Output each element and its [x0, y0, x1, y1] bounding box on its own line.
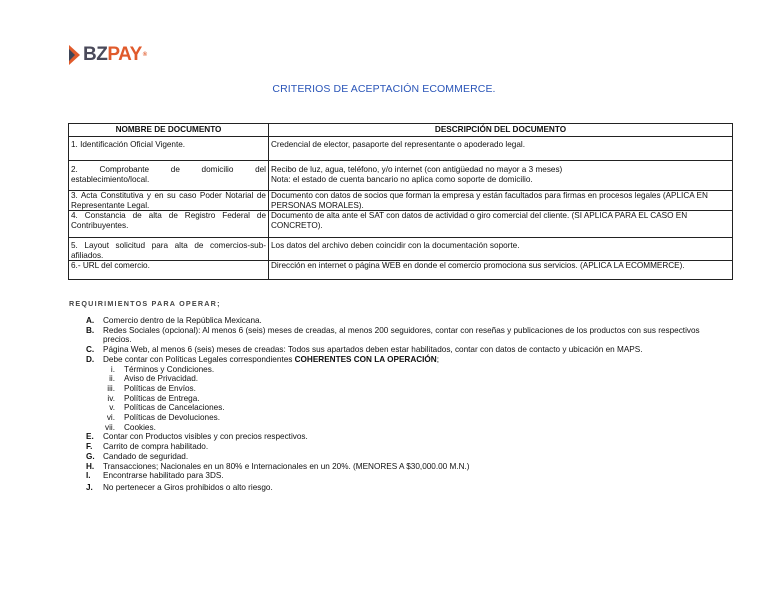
item-letter: F. — [86, 442, 93, 452]
item-text: Transacciones; Nacionales en un 80% e Internacionales en un 20%. (MENORES A $30,000.00 M.N.) — [103, 461, 470, 471]
documents-table — [68, 123, 733, 280]
list-item — [86, 316, 726, 326]
policy-item — [86, 403, 726, 413]
item-text: Encontrarse habilitado para 3DS. — [103, 471, 224, 481]
table-row — [69, 261, 733, 280]
item-letter: D. — [86, 354, 95, 364]
document-name: 5. Layout solicitud para alta de comercios-sub-afiliados. — [69, 238, 269, 261]
policy-text: Aviso de Privacidad. — [124, 374, 199, 384]
document-name: 1. Identificación Oficial Vigente. — [69, 137, 269, 161]
item-letter: G. — [86, 451, 95, 461]
column-header: DESCRIPCIÓN DEL DOCUMENTO — [269, 124, 733, 137]
policy-text: Términos y Condiciones. — [124, 364, 215, 374]
bzpay-logo-icon — [69, 45, 80, 65]
list-item — [86, 462, 726, 472]
policy-text: Políticas de Entrega. — [124, 393, 200, 403]
table-row — [69, 191, 733, 211]
item-text: Página Web, al menos 6 (seis) meses de creadas: Todos sus apartados deben estar habilitados, contar con datos de contacto y ubicación en MAPS. — [103, 345, 643, 355]
policy-item — [86, 374, 726, 384]
item-text: Contar con Productos visibles y con precios respectivos. — [103, 432, 308, 442]
policy-item — [86, 394, 726, 404]
document-name: 3. Acta Constitutiva y en su caso Poder Notarial de Representante Legal. — [69, 191, 269, 211]
list-item — [86, 432, 726, 442]
item-letter: E. — [86, 432, 94, 442]
list-item — [86, 355, 726, 365]
list-item — [86, 483, 726, 493]
requirements-list — [86, 316, 726, 493]
document-description: Documento con datos de socios que forman la empresa y están facultados para firmas en procesos legales (APLICA EN PERSONAS MORALES). — [269, 191, 733, 211]
table-row — [69, 238, 733, 261]
table-row — [69, 211, 733, 238]
document-name: 4. Constancia de alta de Registro Federal de Contribuyentes. — [69, 211, 269, 238]
item-text: Redes Sociales (opcional): Al menos 6 (seis) meses de creadas, al menos 200 seguidores, contar con reseñas y publicaciones de los productos con sus respectivos precios. — [103, 325, 700, 345]
item-letter: I. — [86, 471, 91, 481]
item-text: Carrito de compra habilitado. — [103, 442, 209, 452]
policy-number: vii. — [104, 422, 115, 432]
requirements-heading: REQUIRIMIENTOS PARA OPERAR; — [69, 299, 221, 308]
column-header: NOMBRE DE DOCUMENTO — [69, 124, 269, 137]
list-item — [86, 442, 726, 452]
policy-text: Políticas de Cancelaciones. — [124, 403, 225, 413]
document-description: Documento de alta ante el SAT con datos de actividad o giro comercial del cliente. (SI APLICA PARA EL CASO EN CONCRETO). — [269, 211, 733, 238]
list-item — [86, 471, 726, 481]
policy-item — [86, 384, 726, 394]
policy-text: Políticas de Devoluciones. — [124, 413, 221, 423]
policy-item — [86, 423, 726, 433]
item-text: Candado de seguridad. — [103, 451, 189, 461]
document-description: Los datos del archivo deben coincidir con la documentación soporte. — [269, 238, 733, 261]
logo-wordmark: BZPAY® — [83, 44, 147, 65]
item-letter: C. — [86, 345, 95, 355]
document-description: Credencial de elector, pasaporte del representante o apoderado legal. — [269, 137, 733, 161]
policy-number: iii. — [107, 383, 115, 393]
policy-item — [86, 365, 726, 375]
item-text: Comercio dentro de la República Mexicana. — [103, 316, 262, 325]
list-item — [86, 452, 726, 462]
policy-number: vi. — [106, 413, 115, 423]
policy-text: Políticas de Envíos. — [124, 383, 196, 393]
item-letter: A. — [86, 316, 95, 325]
item-text: Debe contar con Políticas Legales correspondientes COHERENTES CON LA OPERACIÓN; — [103, 354, 439, 364]
item-text: No pertenecer a Giros prohibidos o alto riesgo. — [103, 482, 273, 492]
item-letter: B. — [86, 325, 95, 335]
table-row — [69, 161, 733, 191]
item-letter: H. — [86, 461, 95, 471]
page-title: CRITERIOS DE ACEPTACIÓN ECOMMERCE. — [272, 83, 496, 95]
policy-number: ii. — [109, 374, 115, 384]
emphasis-text: COHERENTES CON LA OPERACIÓN — [294, 354, 437, 364]
list-item — [86, 326, 726, 345]
document-name: 6.- URL del comercio. — [69, 261, 269, 280]
description-note: Nota: el estado de cuenta bancario no aplica como soporte de domicilio. — [271, 174, 533, 184]
document-name: 2. Comprobante de domicilio del establecimiento/local. — [69, 161, 269, 191]
bzpay-logo — [69, 44, 147, 66]
list-item — [86, 345, 726, 355]
policy-item — [86, 413, 726, 423]
policy-text: Cookies. — [124, 422, 156, 432]
item-letter: J. — [86, 482, 93, 492]
document-description: Dirección en internet o página WEB en donde el comercio promociona sus servicios. (APLICA LA ECOMMERCE). — [269, 261, 733, 280]
document-description — [269, 161, 733, 191]
policy-number: iv. — [107, 393, 115, 403]
policy-number: v. — [109, 403, 115, 413]
table-row — [69, 137, 733, 161]
description-line: Recibo de luz, agua, teléfono, y/o internet (con antigüedad no mayor a 3 meses) — [271, 165, 563, 174]
table-header-row — [69, 124, 733, 137]
policy-number: i. — [110, 364, 115, 374]
